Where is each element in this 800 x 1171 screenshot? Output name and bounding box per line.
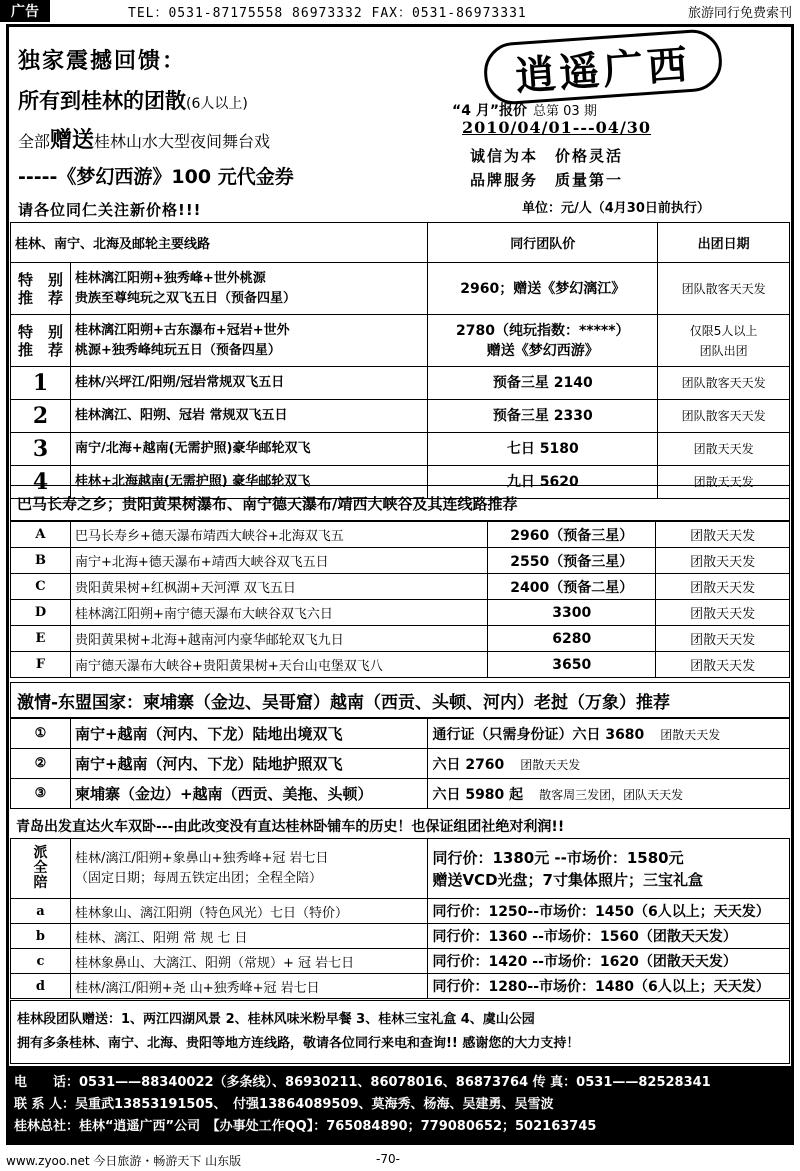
row-price: 预备三星 2330 <box>428 400 658 433</box>
header-price: 同行团队价 <box>428 223 658 263</box>
section4-table <box>10 838 790 999</box>
contact-phone: 电 话：0531——88340022（多条线）、86930211、86078016、86873764 传 真：0531——82528341 <box>14 1075 711 1090</box>
page-number: -70- <box>376 1152 400 1166</box>
row-route: 南宁/北海+越南(无需护照)豪华邮轮双飞 <box>70 433 427 466</box>
table-row <box>11 400 790 433</box>
table-row <box>11 749 790 779</box>
row-no: 1 <box>11 367 71 400</box>
row-price: 七日 5180 <box>428 433 658 466</box>
table-row <box>11 924 790 949</box>
row-price: 九日 5620 <box>428 466 658 499</box>
ad-tag: 广告 <box>0 0 50 22</box>
row-date: 团散天天发 <box>656 600 790 626</box>
row-no: 特 别 推 荐 <box>11 263 71 315</box>
row-route: 桂林/兴坪江/阳朔/冠岩常规双飞五日 <box>70 367 427 400</box>
row-route: 桂林漓江阳朔+古东瀑布+冠岩+世外 桃源+独秀峰纯玩五日（预备四星） <box>70 315 427 367</box>
footer-site: www.zyoo.net 今日旅游・畅游天下 山东版 <box>6 1154 242 1168</box>
row-price: 同行价：1380元 --市场价：1580元 赠送VCD光盘；7寸集体照片；三宝礼盒 <box>428 839 790 899</box>
row-price: 同行价：1420 --市场价：1620（团散天天发） <box>428 949 790 974</box>
row-price: 预备三星 2140 <box>428 367 658 400</box>
row-price: 2960（预备三星） <box>488 522 656 548</box>
row-price: 通行证（只需身份证）六日 3680 团散天天发 <box>428 719 790 749</box>
row-price: 3650 <box>488 652 656 678</box>
table-row <box>11 548 790 574</box>
row-date: 团散天天发 <box>656 548 790 574</box>
promo-heading: 独家震撼回馈： <box>18 49 187 74</box>
train-notice: 青岛出发直达火车双卧---由此改变没有直达桂林卧铺车的历史！也保证组团社绝对利润!! <box>16 819 565 835</box>
brand-logo: 逍遥广西 <box>482 28 724 106</box>
unit-note: 单位：元/人（4月30日前执行） <box>522 201 710 216</box>
row-date: 团散天天发 <box>656 626 790 652</box>
row-date: 团散天天发 <box>520 757 581 772</box>
row-no: 派 全 陪 <box>11 839 71 899</box>
slogan-1: 诚信为本 价格灵活 <box>470 147 624 165</box>
row-no: a <box>11 899 71 924</box>
row-date: 团散天天发 <box>658 433 790 466</box>
row-price: 六日 2760 团散天天发 <box>428 749 790 779</box>
row-no: 2 <box>11 400 71 433</box>
row-route: 贵阳黄果树+红枫湖+天河潭 双飞五日 <box>70 574 487 600</box>
quote-label: “4 月”报价 总第 03 期 <box>452 103 597 119</box>
contact-people: 联 系 人：吴重武13853191505、 付强13864089509、莫海秀、杨海、吴建勇、吴雪波 <box>14 1097 554 1112</box>
top-bar <box>0 0 800 22</box>
table-row <box>11 600 790 626</box>
row-route: 桂林+北海越南(无需护照) 豪华邮轮双飞 <box>70 466 427 499</box>
row-no: D <box>11 600 71 626</box>
table-row <box>11 367 790 400</box>
table-row <box>11 839 790 899</box>
table-row <box>11 719 790 749</box>
header-routes: 桂林、南宁、北海及邮轮主要线路 <box>11 223 428 263</box>
row-route: 桂林/漓江/阳朔+象鼻山+独秀峰+冠 岩七日 （固定日期；每周五铁定出团；全程全陪） <box>70 839 428 899</box>
section-title-2: 巴马长寿之乡；贵阳黄果树瀑布、南宁德天瀑布/靖西大峡谷及其连线路推荐 <box>10 485 790 521</box>
slogan-2: 品牌服务 质量第一 <box>470 171 624 189</box>
section-title-3: 激情-东盟国家：柬埔寨（金边、吴哥窟）越南（西贡、头顿、河内）老挝（万象）推荐 <box>10 682 790 718</box>
row-route: 桂林象鼻山、大漓江、阳朔（常规）+ 冠 岩七日 <box>70 949 428 974</box>
section2-table <box>10 521 790 678</box>
row-route: 桂林漓江阳朔+独秀峰+世外桃源 贵族至尊纯玩之双飞五日（预备四星） <box>70 263 427 315</box>
row-date: 团散天天发 <box>660 727 721 742</box>
row-date: 团队散客天天发 <box>658 367 790 400</box>
footer <box>6 1152 794 1169</box>
header-date: 出团日期 <box>658 223 790 263</box>
row-route: 南宁德天瀑布大峡谷+贵阳黄果树+天台山屯堡双飞八 <box>70 652 487 678</box>
row-date: 散客周三发团，团队天天发 <box>539 787 684 802</box>
row-price: 2400（预备二星） <box>488 574 656 600</box>
row-no: 3 <box>11 433 71 466</box>
row-date: 仅限5人以上 团队出团 <box>658 315 790 367</box>
row-no: F <box>11 652 71 678</box>
row-date: 团散天天发 <box>656 652 790 678</box>
table-row <box>11 574 790 600</box>
row-price: 同行价：1280--市场价：1480（6人以上；天天发） <box>428 974 790 999</box>
row-no: C <box>11 574 71 600</box>
row-route: 柬埔寨（金边）+越南（西贡、美拖、头顿） <box>70 779 428 809</box>
row-no: 4 <box>11 466 71 499</box>
row-price: 六日 5980 起 散客周三发团，团队天天发 <box>428 779 790 809</box>
table-row <box>11 315 790 367</box>
promo-voucher: -----《梦幻西游》100 元代金券 <box>18 166 294 188</box>
contact-agency: 桂林总社：桂林“逍遥广西”公司 【办事处工作QQ】：765084890；779080652；502163745 <box>14 1119 597 1134</box>
promo-notice: 请各位同仁关注新价格!!! <box>18 201 202 219</box>
table-row <box>11 522 790 548</box>
contact-block <box>6 1066 794 1145</box>
row-price: 同行价：1250--市场价：1450（6人以上；天天发） <box>428 899 790 924</box>
row-no: E <box>11 626 71 652</box>
table-row <box>11 899 790 924</box>
row-no: A <box>11 522 71 548</box>
row-route: 桂林、漓江、阳朔 常 规 七 日 <box>70 924 428 949</box>
row-route: 巴马长寿乡+德天瀑布靖西大峡谷+北海双飞五 <box>70 522 487 548</box>
row-route: 南宁+北海+德天瀑布+靖西大峡谷双飞五日 <box>70 548 487 574</box>
row-price: 2780（纯玩指数：*****） 赠送《梦幻西游》 <box>428 315 658 367</box>
row-route: 桂林漓江、阳朔、冠岩 常规双飞五日 <box>70 400 427 433</box>
row-route: 南宁+越南（河内、下龙）陆地护照双飞 <box>70 749 428 779</box>
row-no: d <box>11 974 71 999</box>
tel-fax: TEL：0531-87175558 86973332 FAX：0531-86973331 <box>128 5 527 21</box>
free-catalog: 旅游同行免费索刊 <box>687 5 792 21</box>
row-no: 特 别 推 荐 <box>11 315 71 367</box>
promo-gift: 全部赠送桂林山水大型夜间舞台戏 <box>18 128 271 153</box>
table-row <box>11 779 790 809</box>
row-no: B <box>11 548 71 574</box>
table-header <box>11 223 790 263</box>
gift-notice: 桂林段团队赠送：1、两江四湖风景 2、桂林风味米粉早餐 3、桂林三宝礼盒 4、虞山公园 拥有多条桂林、南宁、北海、贵阳等地方连线路，敬请各位同行来电和查询!! 感谢您的大力支持！ <box>10 1000 790 1064</box>
table-row <box>11 652 790 678</box>
main-routes-table <box>10 222 790 499</box>
row-no: ② <box>11 749 71 779</box>
table-row <box>11 949 790 974</box>
table-row <box>11 263 790 315</box>
row-no: ③ <box>11 779 71 809</box>
row-route: 贵阳黄果树+北海+越南河内豪华邮轮双飞九日 <box>70 626 487 652</box>
row-price: 2960；赠送《梦幻漓江》 <box>428 263 658 315</box>
row-no: b <box>11 924 71 949</box>
row-route: 桂林/漓江/阳朔+尧 山+独秀峰+冠 岩七日 <box>70 974 428 999</box>
row-date: 团队散客天天发 <box>658 263 790 315</box>
row-route: 桂林象山、漓江阳朔（特色风光）七日（特价） <box>70 899 428 924</box>
row-price: 同行价：1360 --市场价：1560（团散天天发） <box>428 924 790 949</box>
promo-block <box>18 44 458 220</box>
date-range: 2010/04/01---04/30 <box>462 118 652 137</box>
table-row <box>11 626 790 652</box>
row-date: 团散天天发 <box>658 466 790 499</box>
promo-line: 所有到桂林的团散(6人以上) <box>18 89 248 113</box>
row-route: 南宁+越南（河内、下龙）陆地出境双飞 <box>70 719 428 749</box>
section3-table <box>10 718 790 809</box>
row-price: 2550（预备三星） <box>488 548 656 574</box>
row-route: 桂林漓江阳朔+南宁德天瀑布大峡谷双飞六日 <box>70 600 487 626</box>
table-row <box>11 974 790 999</box>
row-date: 团散天天发 <box>656 574 790 600</box>
row-price: 6280 <box>488 626 656 652</box>
row-date: 团队散客天天发 <box>658 400 790 433</box>
table-row <box>11 433 790 466</box>
row-date: 团散天天发 <box>656 522 790 548</box>
row-price: 3300 <box>488 600 656 626</box>
row-no: c <box>11 949 71 974</box>
row-no: ① <box>11 719 71 749</box>
